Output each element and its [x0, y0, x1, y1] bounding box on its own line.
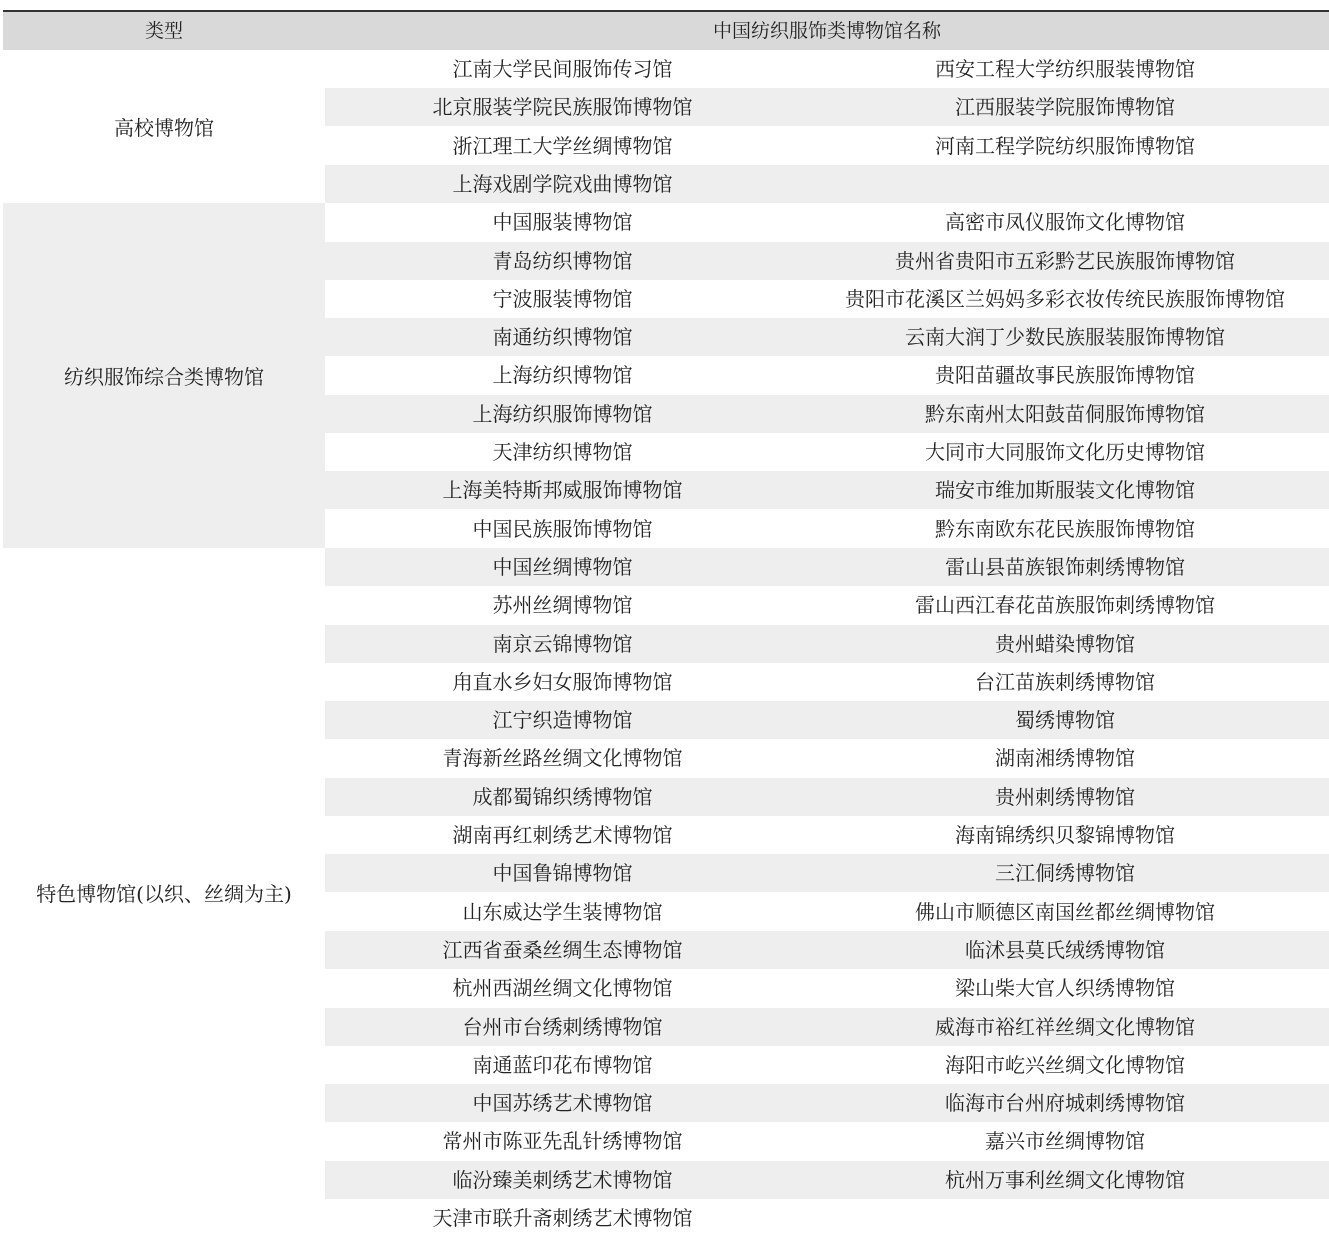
museum-name-left: 临汾臻美刺绣艺术博物馆	[452, 1167, 673, 1192]
table-row	[325, 433, 1329, 471]
museum-name-left: 常州市陈亚先乱针绣博物馆	[442, 1129, 683, 1154]
table-header	[3, 12, 1329, 50]
museum-name-right: 高密市凤仪服饰文化博物馆	[945, 210, 1185, 235]
museum-name-left: 上海纺织博物馆	[492, 363, 633, 388]
museum-name-left: 青岛纺织博物馆	[492, 248, 633, 273]
museum-name-left: 中国丝绸博物馆	[492, 554, 633, 579]
museum-name-left: 上海纺织服饰博物馆	[472, 401, 653, 426]
table-row	[325, 893, 1329, 931]
museum-name-right: 大同市大同服饰文化历史博物馆	[925, 440, 1205, 464]
category-cell: 特色博物馆(以织、丝绸为主)	[36, 882, 292, 907]
table-row	[325, 969, 1329, 1007]
museum-name-left: 苏州丝绸博物馆	[492, 593, 633, 618]
category-cell: 纺织服饰综合类博物馆	[3, 203, 325, 548]
table-row	[325, 280, 1329, 318]
museum-name-left: 中国民族服饰博物馆	[472, 516, 653, 541]
table-row	[325, 510, 1329, 548]
museum-name-left: 天津市联升斋刺绣艺术博物馆	[432, 1206, 693, 1230]
museum-name-right: 黔东南州太阳鼓苗侗服饰博物馆	[925, 401, 1205, 426]
museum-name-left: 成都蜀锦织绣博物馆	[472, 784, 653, 809]
museum-name-right	[815, 165, 1315, 203]
table-row	[325, 739, 1329, 777]
museum-name-left: 青海新丝路丝绸文化博物馆	[442, 746, 683, 771]
table-row	[325, 203, 1329, 241]
table-row	[325, 854, 1329, 892]
table-row	[325, 88, 1329, 126]
museum-name-right: 雷山县苗族银饰刺绣博物馆	[945, 554, 1185, 579]
museum-name-left: 浙江理工大学丝绸博物馆	[452, 133, 673, 158]
museum-name-left: 南通纺织博物馆	[492, 325, 633, 350]
museum-name-left: 江西省蚕桑丝绸生态博物馆	[442, 937, 683, 962]
museum-name-left: 中国鲁锦博物馆	[492, 861, 633, 886]
museum-name-right: 贵州蜡染博物馆	[995, 631, 1135, 656]
museum-name-right: 西安工程大学纺织服装博物馆	[935, 57, 1195, 81]
museum-name-left: 甪直水乡妇女服饰博物馆	[452, 669, 673, 694]
museum-name-right: 临沭县莫氏绒绣博物馆	[965, 937, 1165, 962]
header-museum-names: 中国纺织服饰类博物馆名称	[712, 20, 941, 42]
museum-name-left: 中国服装博物馆	[492, 210, 633, 235]
museum-name-right: 海阳市屹兴丝绸文化博物馆	[945, 1052, 1185, 1077]
table-row	[325, 778, 1329, 816]
museum-name-right: 杭州万事利丝绸文化博物馆	[945, 1167, 1185, 1192]
table-row	[325, 816, 1329, 854]
table-row	[325, 318, 1329, 356]
museum-name-left: 湖南再红刺绣艺术博物馆	[452, 823, 673, 847]
table-row	[325, 395, 1329, 433]
museum-name-left: 南通蓝印花布博物馆	[472, 1052, 653, 1077]
museum-name-left: 北京服装学院民族服饰博物馆	[432, 95, 693, 120]
table-row	[325, 1161, 1329, 1199]
museum-name-right: 贵阳市花溪区兰妈妈多彩衣妆传统民族服饰博物馆	[845, 286, 1285, 311]
table-row	[325, 701, 1329, 739]
museum-name-left: 宁波服装博物馆	[492, 286, 633, 311]
table-row	[325, 165, 1329, 203]
museum-name-right: 临海市台州府城刺绣博物馆	[945, 1091, 1185, 1116]
museum-name-right: 蜀绣博物馆	[1015, 708, 1115, 733]
museum-name-right: 台江苗族刺绣博物馆	[975, 669, 1155, 694]
museum-name-left: 江宁织造博物馆	[492, 708, 633, 733]
museum-name-right: 瑞安市维加斯服装文化博物馆	[935, 478, 1195, 503]
table-row	[325, 242, 1329, 280]
museum-name-right: 三江侗绣博物馆	[995, 861, 1135, 886]
museum-name-left: 江南大学民间服饰传习馆	[452, 57, 673, 81]
museum-name-right: 贵阳苗疆故事民族服饰博物馆	[935, 363, 1195, 388]
museum-name-right: 贵州省贵阳市五彩黔艺民族服饰博物馆	[895, 248, 1235, 273]
table-row	[325, 50, 1329, 88]
museum-name-left: 上海美特斯邦威服饰博物馆	[442, 478, 683, 503]
museum-name-left: 杭州西湖丝绸文化博物馆	[452, 976, 673, 1001]
museum-name-right: 云南大润丁少数民族服装服饰博物馆	[905, 325, 1225, 350]
museum-name-right: 梁山柴大官人织绣博物馆	[955, 976, 1175, 1001]
header-type: 类型	[144, 20, 183, 42]
table-row	[325, 548, 1329, 586]
museum-name-right: 贵州刺绣博物馆	[995, 784, 1135, 809]
museum-name-right: 河南工程学院纺织服饰博物馆	[935, 133, 1195, 158]
museum-name-left: 山东威达学生装博物馆	[462, 899, 663, 924]
category-cell: 高校博物馆	[114, 116, 214, 141]
table-row	[325, 586, 1329, 624]
museum-name-left: 台州市台绣刺绣博物馆	[462, 1014, 663, 1039]
museum-name-left: 天津纺织博物馆	[492, 440, 633, 464]
table-row	[325, 1084, 1329, 1122]
museum-name-right: 雷山西江春花苗族服饰刺绣博物馆	[915, 593, 1215, 618]
museum-name-right: 嘉兴市丝绸博物馆	[985, 1129, 1145, 1154]
museum-name-right	[815, 1199, 1315, 1237]
museum-name-right: 海南锦绣织贝黎锦博物馆	[955, 823, 1175, 847]
museum-name-right: 威海市裕红祥丝绸文化博物馆	[935, 1014, 1195, 1039]
museum-name-right: 江西服装学院服饰博物馆	[955, 95, 1175, 120]
museum-name-right: 黔东南欧东花民族服饰博物馆	[935, 516, 1195, 541]
museum-name-right: 湖南湘绣博物馆	[995, 746, 1135, 771]
table-row	[325, 471, 1329, 509]
table-row	[325, 663, 1329, 701]
museum-name-left: 上海戏剧学院戏曲博物馆	[452, 171, 673, 196]
table-row	[325, 1122, 1329, 1160]
museum-name-right: 佛山市顺德区南国丝都丝绸博物馆	[915, 899, 1215, 924]
table-row	[325, 1046, 1329, 1084]
table-row	[325, 1008, 1329, 1046]
table-row	[325, 127, 1329, 165]
table-row	[325, 625, 1329, 663]
museum-name-left: 中国苏绣艺术博物馆	[472, 1091, 653, 1116]
museum-name-left: 南京云锦博物馆	[492, 631, 633, 656]
table-row	[325, 931, 1329, 969]
table-row	[325, 1199, 1329, 1237]
table-row	[325, 356, 1329, 394]
